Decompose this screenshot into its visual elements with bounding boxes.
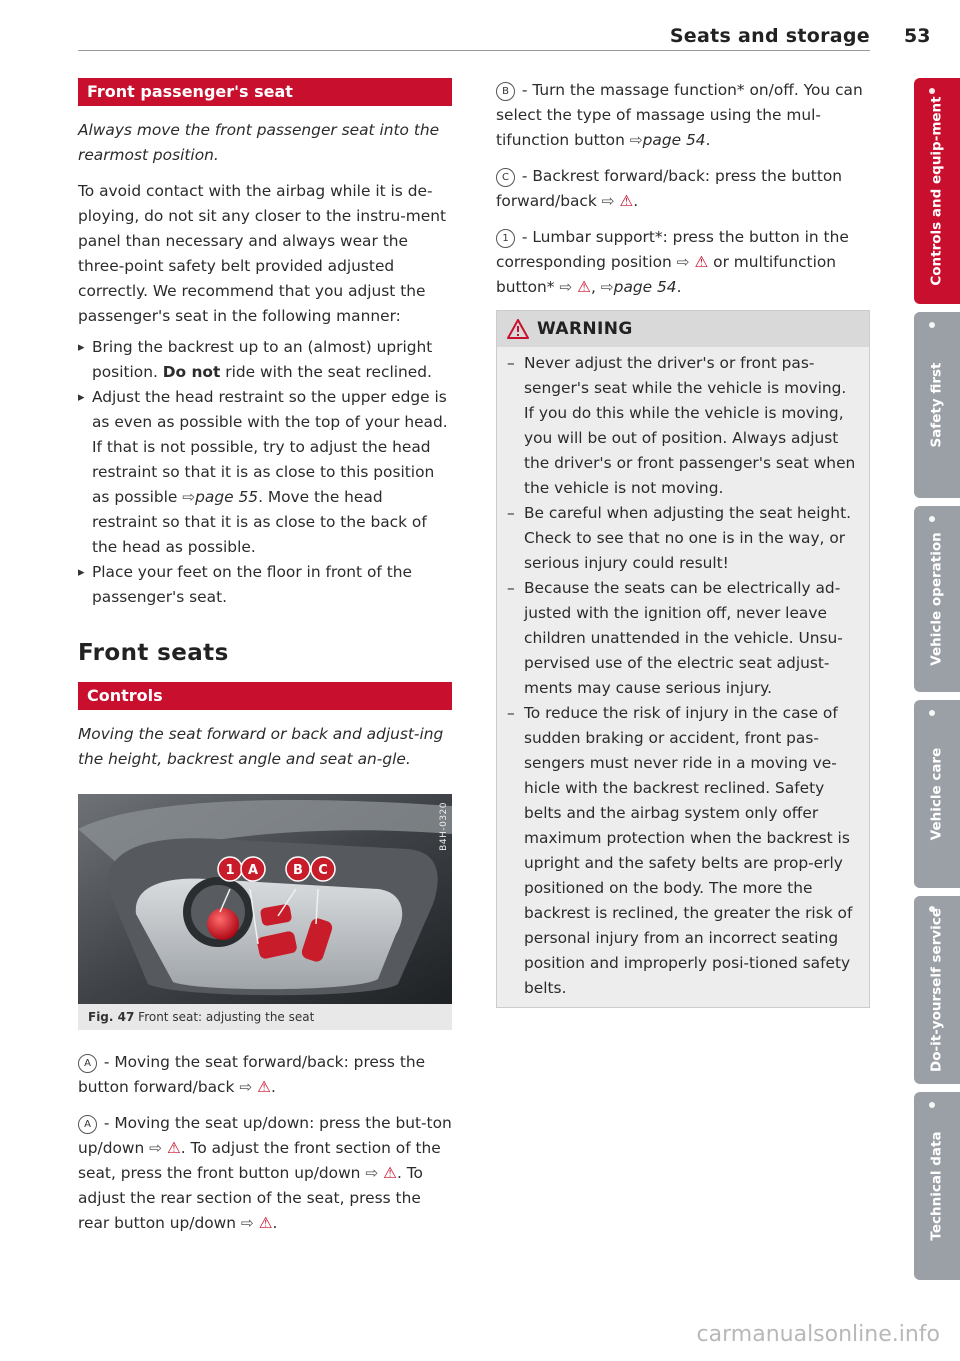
control-description	[496, 78, 870, 153]
callout-badge: 1	[496, 229, 515, 248]
warning-triangle-icon[interactable]: ⚠	[166, 1139, 181, 1157]
callout-c: C	[318, 863, 328, 878]
warning-item: – Be careful when adjusting the seat height. Check to see that no one is in the way, or serious injury could result!	[507, 501, 857, 576]
arrow-right-icon: ⇨	[559, 278, 578, 296]
tab-do-it-yourself-service[interactable]	[914, 896, 960, 1084]
warning-item: – To reduce the risk of injury in the case of sudden braking or accident, front pas-sengers must never ride in a moving ve-hicle with the backrest reclined. Safety belts and the airbag system only offer maximum protection when the backrest is upright and the safety belts are prop-erly positioned on the body. The more the backrest is reclined, the greater the risk of personal injury from an incorrect seating position and improperly posi-tioned safety belts.	[507, 701, 857, 1001]
page-number: 53	[904, 25, 931, 47]
warning-triangle-icon	[507, 319, 529, 339]
right-column	[496, 78, 870, 1008]
control-description	[78, 1050, 452, 1100]
desc-text: ,	[590, 278, 601, 296]
tab-safety-first[interactable]	[914, 312, 960, 498]
section-intro: Always move the front passenger seat into the rearmost position.	[78, 121, 440, 164]
callout-badge: A	[78, 1115, 97, 1134]
item-emphasis: Do not	[162, 363, 221, 381]
tab-vehicle-operation[interactable]	[914, 506, 960, 692]
callout-b: B	[293, 863, 303, 878]
section-heading-controls: Controls	[78, 682, 452, 710]
figure-code: B4H-0320	[439, 802, 449, 851]
arrow-right-icon: ⇨	[182, 488, 196, 506]
arrow-right-icon: ⇨	[365, 1164, 384, 1182]
tab-label: Vehicle care	[928, 747, 945, 841]
desc-text: . To adjust the front section of the seat, press the front button up/down	[78, 1139, 441, 1182]
desc-text: .	[676, 278, 682, 296]
figure-caption	[78, 1004, 452, 1030]
list-item	[78, 385, 452, 560]
desc-text: - Backrest forward/back: press the button forward/back	[496, 167, 843, 210]
warning-triangle-icon[interactable]: ⚠	[577, 278, 591, 296]
item-text: Adjust the head restraint so the upper edge is as even as possible with the top of your head. If that is not possible, try to adjust the head restraint so that it is as close to this position as possible	[92, 388, 448, 506]
arrow-right-icon: ⇨	[629, 131, 643, 149]
desc-text: - Turn the massage function* on/off. You can select the type of massage using the mul-tifunction button	[496, 81, 863, 149]
section-heading-front-seats: Front seats	[78, 640, 229, 666]
tab-label: Safety first	[928, 362, 945, 448]
desc-text: .	[705, 131, 711, 149]
watermark: carmanualsonline.info	[696, 1322, 940, 1347]
warning-item: – Because the seats can be electrically ad-justed with the ignition off, never leave children unattended in the vehicle. Unsu-pervised use of the electric seat adjust-ments may cause serious injury.	[507, 576, 857, 701]
figure-label: Fig. 47	[88, 1010, 135, 1024]
desc-text: .	[633, 192, 639, 210]
control-description	[496, 164, 870, 214]
tab-marker-icon	[929, 710, 935, 716]
desc-text: - Moving the seat forward/back: press the button forward/back	[78, 1053, 426, 1096]
warning-triangle-icon[interactable]: ⚠	[257, 1078, 271, 1096]
seat-controls-illustration	[78, 794, 452, 1004]
desc-text: . To adjust the rear section of the seat, press the rear button up/down	[78, 1164, 423, 1232]
warning-triangle-icon[interactable]: ⚠	[258, 1214, 273, 1232]
warning-list	[497, 347, 869, 1007]
callout-badge: C	[496, 168, 515, 187]
tab-controls-and-equipment[interactable]	[914, 78, 960, 304]
left-column	[78, 78, 452, 1236]
desc-text: - Lumbar support*: press the button in the corresponding position	[496, 228, 849, 271]
tab-label: Vehicle operation	[928, 532, 945, 666]
chapter-tabs	[914, 78, 960, 1288]
callout-1: 1	[225, 863, 235, 878]
tab-label: Controls and equip-ment	[928, 96, 945, 286]
tab-marker-icon	[929, 516, 935, 522]
warning-triangle-icon[interactable]: ⚠	[694, 253, 709, 271]
callout-a: A	[247, 863, 259, 878]
arrow-right-icon: ⇨	[601, 192, 620, 210]
warning-header	[497, 311, 869, 347]
arrow-right-icon: ⇨	[600, 278, 614, 296]
running-header-title: Seats and storage	[669, 25, 870, 47]
tab-vehicle-care[interactable]	[914, 700, 960, 888]
desc-text: or multifunction button*	[496, 253, 837, 296]
control-description	[78, 1111, 452, 1236]
seat-controls-figure	[78, 794, 452, 1004]
controls-intro: Moving the seat forward or back and adjust-ing the height, backrest angle and seat an-gle.	[78, 725, 444, 768]
list-item	[78, 560, 452, 610]
page-reference-link[interactable]: page 54	[613, 278, 677, 296]
arrow-right-icon: ⇨	[676, 253, 695, 271]
warning-item: – Never adjust the driver's or front pas-senger's seat while the vehicle is moving. If you do this while the vehicle is moving, you will be out of position. Always adjust the driver's or front passenger's seat when the vehicle is not moving.	[507, 351, 857, 501]
arrow-right-icon: ⇨	[240, 1214, 259, 1232]
control-description	[496, 225, 870, 300]
tab-marker-icon	[929, 88, 935, 94]
figure-caption-text: Front seat: adjusting the seat	[134, 1010, 315, 1024]
item-text: Bring the backrest up to an (almost) upright position.	[92, 338, 433, 381]
warning-triangle-icon[interactable]: ⚠	[383, 1164, 397, 1182]
item-text: . Move the head restraint so that it is as close to the back of the head as possible.	[92, 488, 427, 556]
arrow-right-icon: ⇨	[149, 1139, 167, 1157]
desc-text: - Moving the seat up/down: press the but-ton up/down	[78, 1114, 452, 1157]
callout-badge: A	[78, 1054, 97, 1073]
warning-box	[496, 310, 870, 1008]
tab-marker-icon	[929, 1102, 935, 1108]
tab-marker-icon	[929, 322, 935, 328]
arrow-right-icon: ⇨	[239, 1078, 258, 1096]
tab-label: Technical data	[928, 1131, 945, 1241]
instruction-list	[78, 335, 452, 610]
list-item	[78, 335, 452, 385]
body-paragraph: To avoid contact with the airbag while it is de-ploying, do not sit any closer to the instru-ment panel than necessary and always wear the three-point safety belt provided adjusted correctly. We recommend that you adjust the passenger's seat in the following manner:	[78, 182, 447, 325]
item-text: ride with the seat reclined.	[220, 363, 432, 381]
page-reference-link[interactable]: page 54	[642, 131, 706, 149]
header-rule	[78, 50, 870, 51]
item-text: Place your feet on the floor in front of the passenger's seat.	[92, 563, 412, 606]
desc-text: .	[272, 1214, 278, 1232]
desc-text: .	[270, 1078, 276, 1096]
section-heading-front-passenger-seat: Front passenger's seat	[78, 78, 452, 106]
page-reference-link[interactable]: page 55	[195, 488, 259, 506]
warning-title: WARNING	[537, 319, 633, 339]
warning-triangle-icon[interactable]: ⚠	[619, 192, 634, 210]
tab-label: Do-it-yourself service	[928, 908, 945, 1072]
tab-technical-data[interactable]	[914, 1092, 960, 1280]
callout-badge: B	[496, 82, 515, 101]
